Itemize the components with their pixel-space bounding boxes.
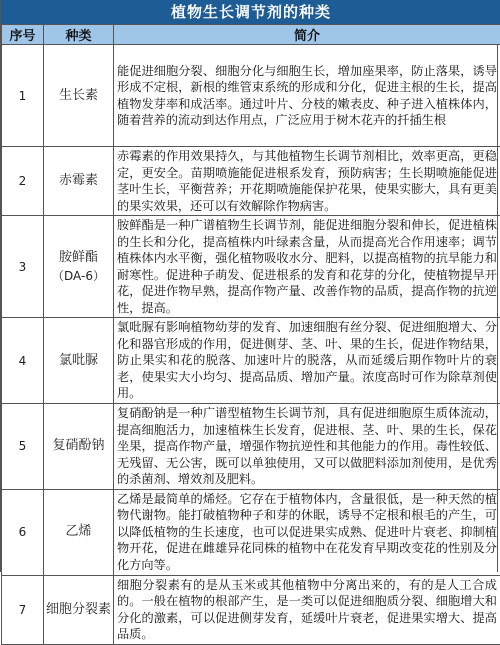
header-no: 序号 (2, 25, 44, 45)
table-row (2, 318, 500, 404)
regulator-name-cell (44, 216, 114, 318)
table-row (2, 216, 500, 318)
regulator-name: 复硝酚钠 (44, 404, 114, 490)
row-number: 5 (2, 404, 44, 490)
table-row (2, 45, 500, 147)
row-number: 1 (2, 45, 44, 147)
table-row (2, 404, 500, 490)
table-row (2, 489, 500, 575)
regulator-name: 氯吡脲 (44, 318, 114, 404)
regulator-description: 氯吡脲有影响植物幼芽的发育、加速细胞有丝分裂、促进细胞增大、分化和器官形成的作用，促进侧芽、茎、叶、果的生长，促进作物结果，防止果实和花的脱落、加速叶片的脱落，从而延缓后期作物叶片的衰老，使果实大小均匀、提高品质、增加产量。浓度高时可作为除草剂使用。 (114, 318, 500, 404)
regulator-name: 赤霉素 (44, 147, 114, 216)
table-row (2, 147, 500, 216)
row-number: 7 (2, 575, 44, 644)
regulator-description: 赤霉素的作用效果持久，与其他植物生长调节剂相比，效率更高，更稳定，更安全。苗期喷施能促进根系发育，预防病害；生长期喷施能促进茎叶生长，平衡营养；开花期喷施能保护花果，使果实膨大，具有更美的果实效果，还可以有效解除作物病害。 (114, 147, 500, 216)
header-row (2, 25, 500, 45)
table-title: 植物生长调节剂的种类 (1, 0, 500, 24)
regulator-name: 生长素 (44, 45, 114, 147)
table-row (2, 575, 500, 644)
row-number: 2 (2, 147, 44, 216)
header-desc: 简介 (114, 25, 500, 45)
regulator-description: 细胞分裂素有的是从玉米或其他植物中分离出来的，有的是人工合成的。一般在植物的根部产生，是一类可以促进细胞质分裂、细胞增大和分化的激素，可以促进侧芽发育，延缓叶片衰老，促进果实增大、提高品质。 (114, 575, 500, 644)
row-number: 4 (2, 318, 44, 404)
regulator-name: 细胞分裂素 (44, 575, 114, 644)
row-number: 3 (2, 216, 44, 318)
regulator-name: 乙烯 (44, 489, 114, 575)
regulator-name: 胺鲜酯 (44, 249, 113, 267)
row-number: 6 (2, 489, 44, 575)
regulator-description: 复硝酚钠是一种广谱型植物生长调节剂，具有促进细胞原生质体流动，提高细胞活力，加速植株生长发育，促进根、茎、叶、果的生长，保花坐果，提高作物产量，增强作物抗逆性和其他能力的作用。毒性较低、无残留、无公害，既可以单独使用，又可以做肥料添加剂使用，是优秀的杀菌剂、增效剂及肥料。 (114, 404, 500, 490)
regulator-description: 乙烯是最简单的烯烃。它存在于植物体内，含量很低，是一种天然的植物代谢物。能打破植物种子和芽的休眠，诱导不定根和根毛的产生，可以降低植物的生长速度，也可以促进果实成熟、促进叶片衰老、抑制植物开花，促进在雌雄异花同株的植物中在花发育早期改变花的性别及分化方向等。 (114, 489, 500, 575)
regulator-description: 能促进细胞分裂、细胞分化与细胞生长，增加座果率，防止落果，诱导形成不定根，新根的维管束系统的形成和分化，促进主根的生长，提高植物发芽率和成活率。通过叶片、分枝的嫩表皮、种子进入植株体内，随着营养的流动到达作用点，广泛应用于树木花卉的扦插生根 (114, 45, 500, 147)
regulator-table (1, 24, 500, 645)
regulator-description: 胺鲜酯是一种广谱植物生长调节剂，能促进细胞分裂和伸长，促进植株的生长和分化，提高植株内叶绿素含量，从而提高光合作用速率；调节植株体内水平衡，强化植物吸收水分、肥料，以提高植物的抗旱能力和耐寒性。促进种子萌发、促进根系的发育和花芽的分化，使植物提早开花，促进作物早熟，提高作物产量、改善作物的品质，提高作物的抗逆性，提高。 (114, 216, 500, 318)
regulator-name-sub: （DA-6） (44, 267, 113, 285)
header-name: 种类 (44, 25, 114, 45)
